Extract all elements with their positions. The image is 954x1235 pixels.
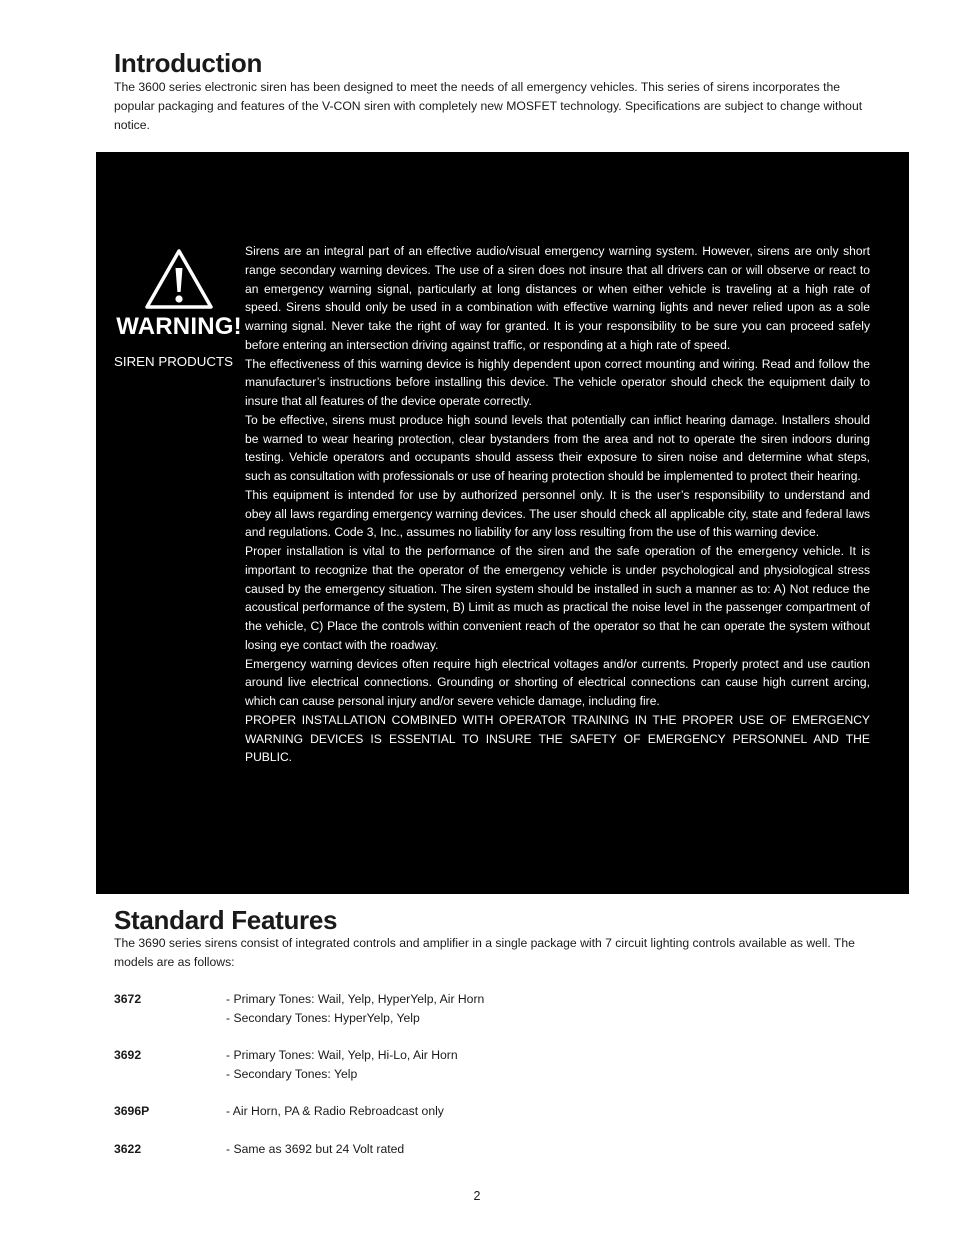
- warning-paragraph: To be effective, sirens must produce high sound levels that potentially can inflict hearing damage. Installers should be warned to wear hearing protection, clear bystanders from the area and not to operate the siren indoors during testing. Vehicle operators and occupants should assess their exposure to siren noise and determine what steps, such as consultation with professionals or use of hearing protection should be implemented to protect their hearing.: [245, 412, 870, 483]
- warning-symbol: [114, 248, 244, 344]
- warning-label: WARNING!: [116, 313, 242, 340]
- warning-text: [245, 242, 870, 767]
- intro-text: The 3600 series electronic siren has been designed to meet the needs of all emergency vehicles. This series of sirens incorporates the popular packaging and features of the V-CON siren with completely new MOSFET technology. Specifications are subject to change without notice.: [114, 80, 863, 132]
- model-line: - Secondary Tones: Yelp: [226, 1067, 358, 1081]
- features-text: The 3690 series sirens consist of integrated controls and amplifier in a single package with 7 circuit lighting controls available as well. The models are as follows:: [114, 936, 855, 969]
- features-title: Standard Features: [114, 905, 338, 935]
- intro-title: Introduction: [114, 48, 263, 78]
- model-code: 3672: [114, 992, 142, 1006]
- warning-paragraph: Sirens are an integral part of an effective audio/visual emergency warning system. However, sirens are only short range secondary warning devices. The use of a siren does not insure that all drivers can or will observe or react to an emergency warning signal, particularly at long distances or when either vehicle is traveling at a high rate of speed. Sirens should only be used in a combination with effective warning lights and never relied upon as a sole warning signal. Never take the right of way for granted. It is your responsibility to be sure you can proceed safely before entering an intersection driving against traffic, or responding at a high rate of speed.: [245, 244, 870, 352]
- model-line: - Air Horn, PA & Radio Rebroadcast only: [226, 1104, 444, 1118]
- model-code: 3696P: [114, 1104, 150, 1118]
- model-code: 3622: [114, 1142, 142, 1156]
- warning-paragraph: Proper installation is vital to the performance of the siren and the safe operation of the emergency vehicle. It is important to recognize that the operator of the emergency vehicle is under psychological and physiological stress caused by the emergency situation. The siren system should be installed in such a manner as to: A) Not reduce the acoustical performance of the system, B) Limit as much as practical the noise level in the passenger compartment of the vehicle, C) Place the controls within convenient reach of the operator so that he can operate the system without losing eye contact with the roadway.: [245, 544, 870, 652]
- model-code: 3692: [114, 1048, 142, 1062]
- warning-box: [96, 152, 909, 894]
- warning-category: SIREN PRODUCTS: [114, 354, 233, 369]
- page-number: 2: [473, 1189, 481, 1203]
- warning-paragraph: Emergency warning devices often require high electrical voltages and/or currents. Properly protect and use caution around live electrical connections. Grounding or shorting of electrical connections can cause high current arcing, which can cause personal injury and/or severe vehicle damage, including fire.: [245, 656, 870, 708]
- model-line: - Primary Tones: Wail, Yelp, Hi-Lo, Air Horn: [226, 1048, 458, 1062]
- model-line: - Primary Tones: Wail, Yelp, HyperYelp, Air Horn: [226, 992, 485, 1006]
- model-line: - Secondary Tones: HyperYelp, Yelp: [226, 1011, 420, 1025]
- warning-paragraph: The effectiveness of this warning device is highly dependent upon correct mounting and wiring. Read and follow the manufacturer’s instructions before installing this device. The vehicle operator should check the equipment daily to insure that all features of the device operate correctly.: [245, 356, 870, 408]
- warning-triangle-icon: [144, 248, 214, 310]
- model-line: - Same as 3692 but 24 Volt rated: [226, 1142, 405, 1156]
- warning-paragraph: PROPER INSTALLATION COMBINED WITH OPERATOR TRAINING IN THE PROPER USE OF EMERGENCY WARNING DEVICES IS ESSENTIAL TO INSURE THE SAFETY OF EMERGENCY PERSONNEL AND THE PUBLIC.: [245, 712, 870, 765]
- warning-paragraph: This equipment is intended for use by authorized personnel only. It is the user’s responsibility to understand and obey all laws regarding emergency warning devices. The user should check all applicable city, state and federal laws and regulations. Code 3, Inc., assumes no liability for any loss resulting from the use of this warning device.: [245, 487, 870, 540]
